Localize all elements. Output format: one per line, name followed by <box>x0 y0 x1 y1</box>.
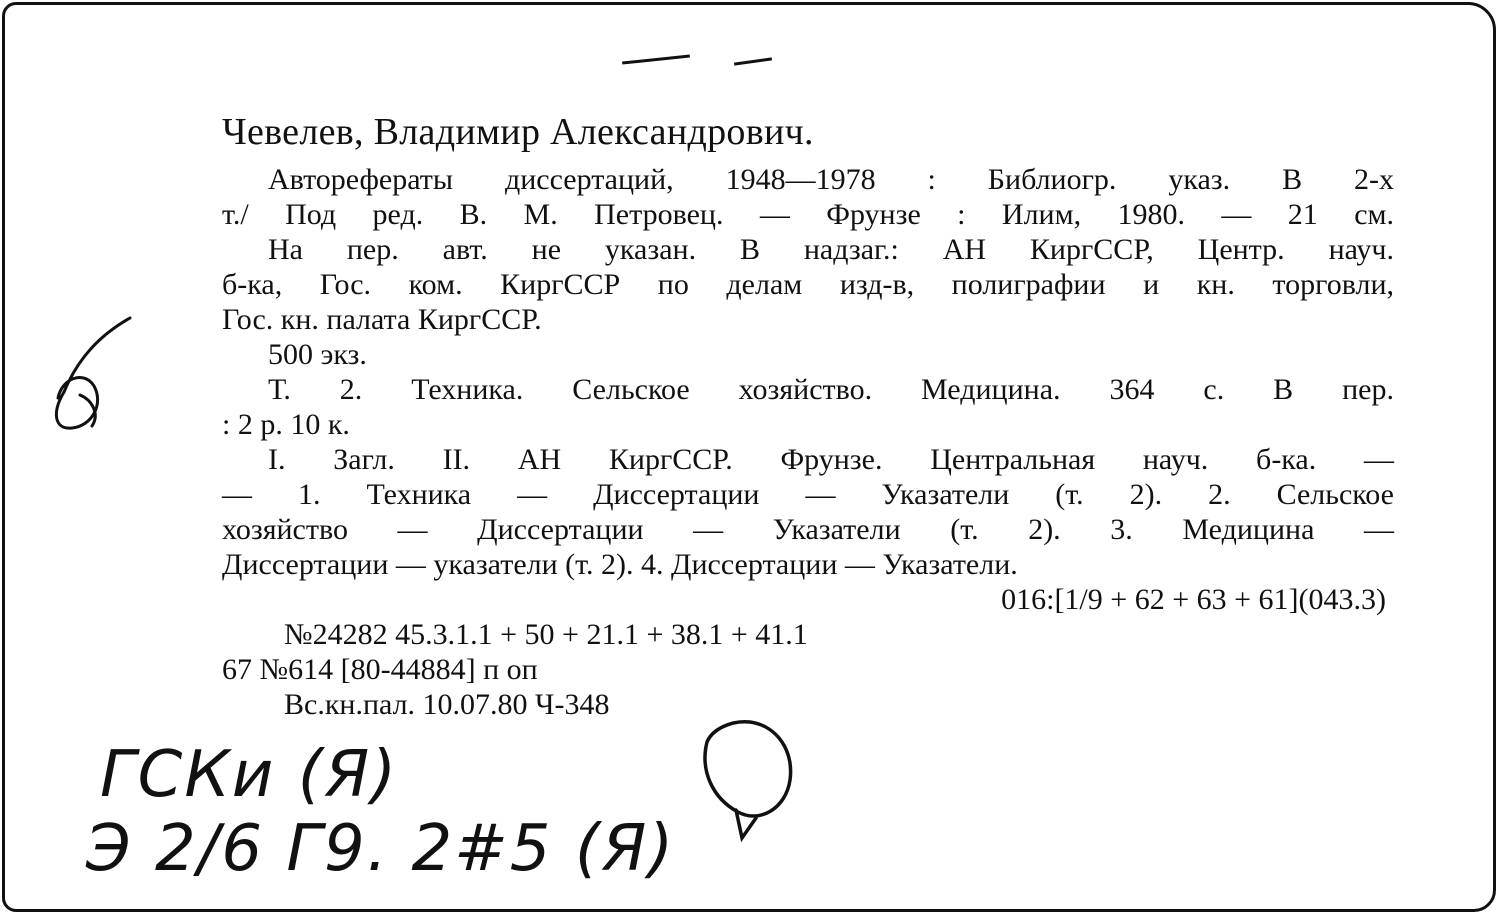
book-chamber-stamp: Вс.кн.пал. 10.07.80 Ч-348 <box>284 688 610 721</box>
title-line-2: т./ Под ред. В. М. Петровец. — Фрунзе : Илим, 1980. — 21 см. <box>222 198 1394 231</box>
handwritten-line-2: Э 2/6 Г9. 2#5 (Я) <box>86 812 676 886</box>
bbk-index: №24282 45.3.1.1 + 50 + 21.1 + 38.1 + 41.1 <box>284 618 808 651</box>
card-number: 67 №614 [80-44884] п оп <box>222 653 538 686</box>
volume-line-1: Т. 2. Техника. Сельское хозяйство. Медицина. 364 с. В пер. <box>268 373 1394 406</box>
subjects-line-3: хозяйство — Диссертации — Указатели (т. 2). 3. Медицина — <box>222 513 1394 546</box>
note-line-1: На пер. авт. не указан. В надзаг.: АН КиргССР, Центр. науч. <box>268 233 1394 266</box>
udc-index: 016:[1/9 + 62 + 63 + 61](043.3) <box>1001 583 1386 616</box>
copies-line: 500 экз. <box>268 338 367 371</box>
handwritten-line-1: ГСКи (Я) <box>100 738 399 812</box>
title-line-1: Авторефераты диссертаций, 1948—1978 : Библиогр. указ. В 2-х <box>268 163 1394 196</box>
margin-mark-icon <box>56 318 130 428</box>
subjects-line-4: Диссертации — указатели (т. 2). 4. Диссертации — Указатели. <box>222 548 1018 581</box>
check-circle-icon <box>705 722 791 838</box>
volume-line-2: : 2 р. 10 к. <box>222 408 350 441</box>
author-heading: Чевелев, Владимир Александрович. <box>222 111 814 153</box>
subjects-line-1: I. Загл. II. АН КиргССР. Фрунзе. Центральная науч. б-ка. — <box>268 443 1394 476</box>
note-line-2: б-ка, Гос. ком. КиргССР по делам изд-в, полиграфии и кн. торговли, <box>222 268 1394 301</box>
note-line-3: Гос. кн. палата КиргССР. <box>222 303 542 336</box>
subjects-line-2: — 1. Техника — Диссертации — Указатели (т. 2). 2. Сельское <box>222 478 1394 511</box>
